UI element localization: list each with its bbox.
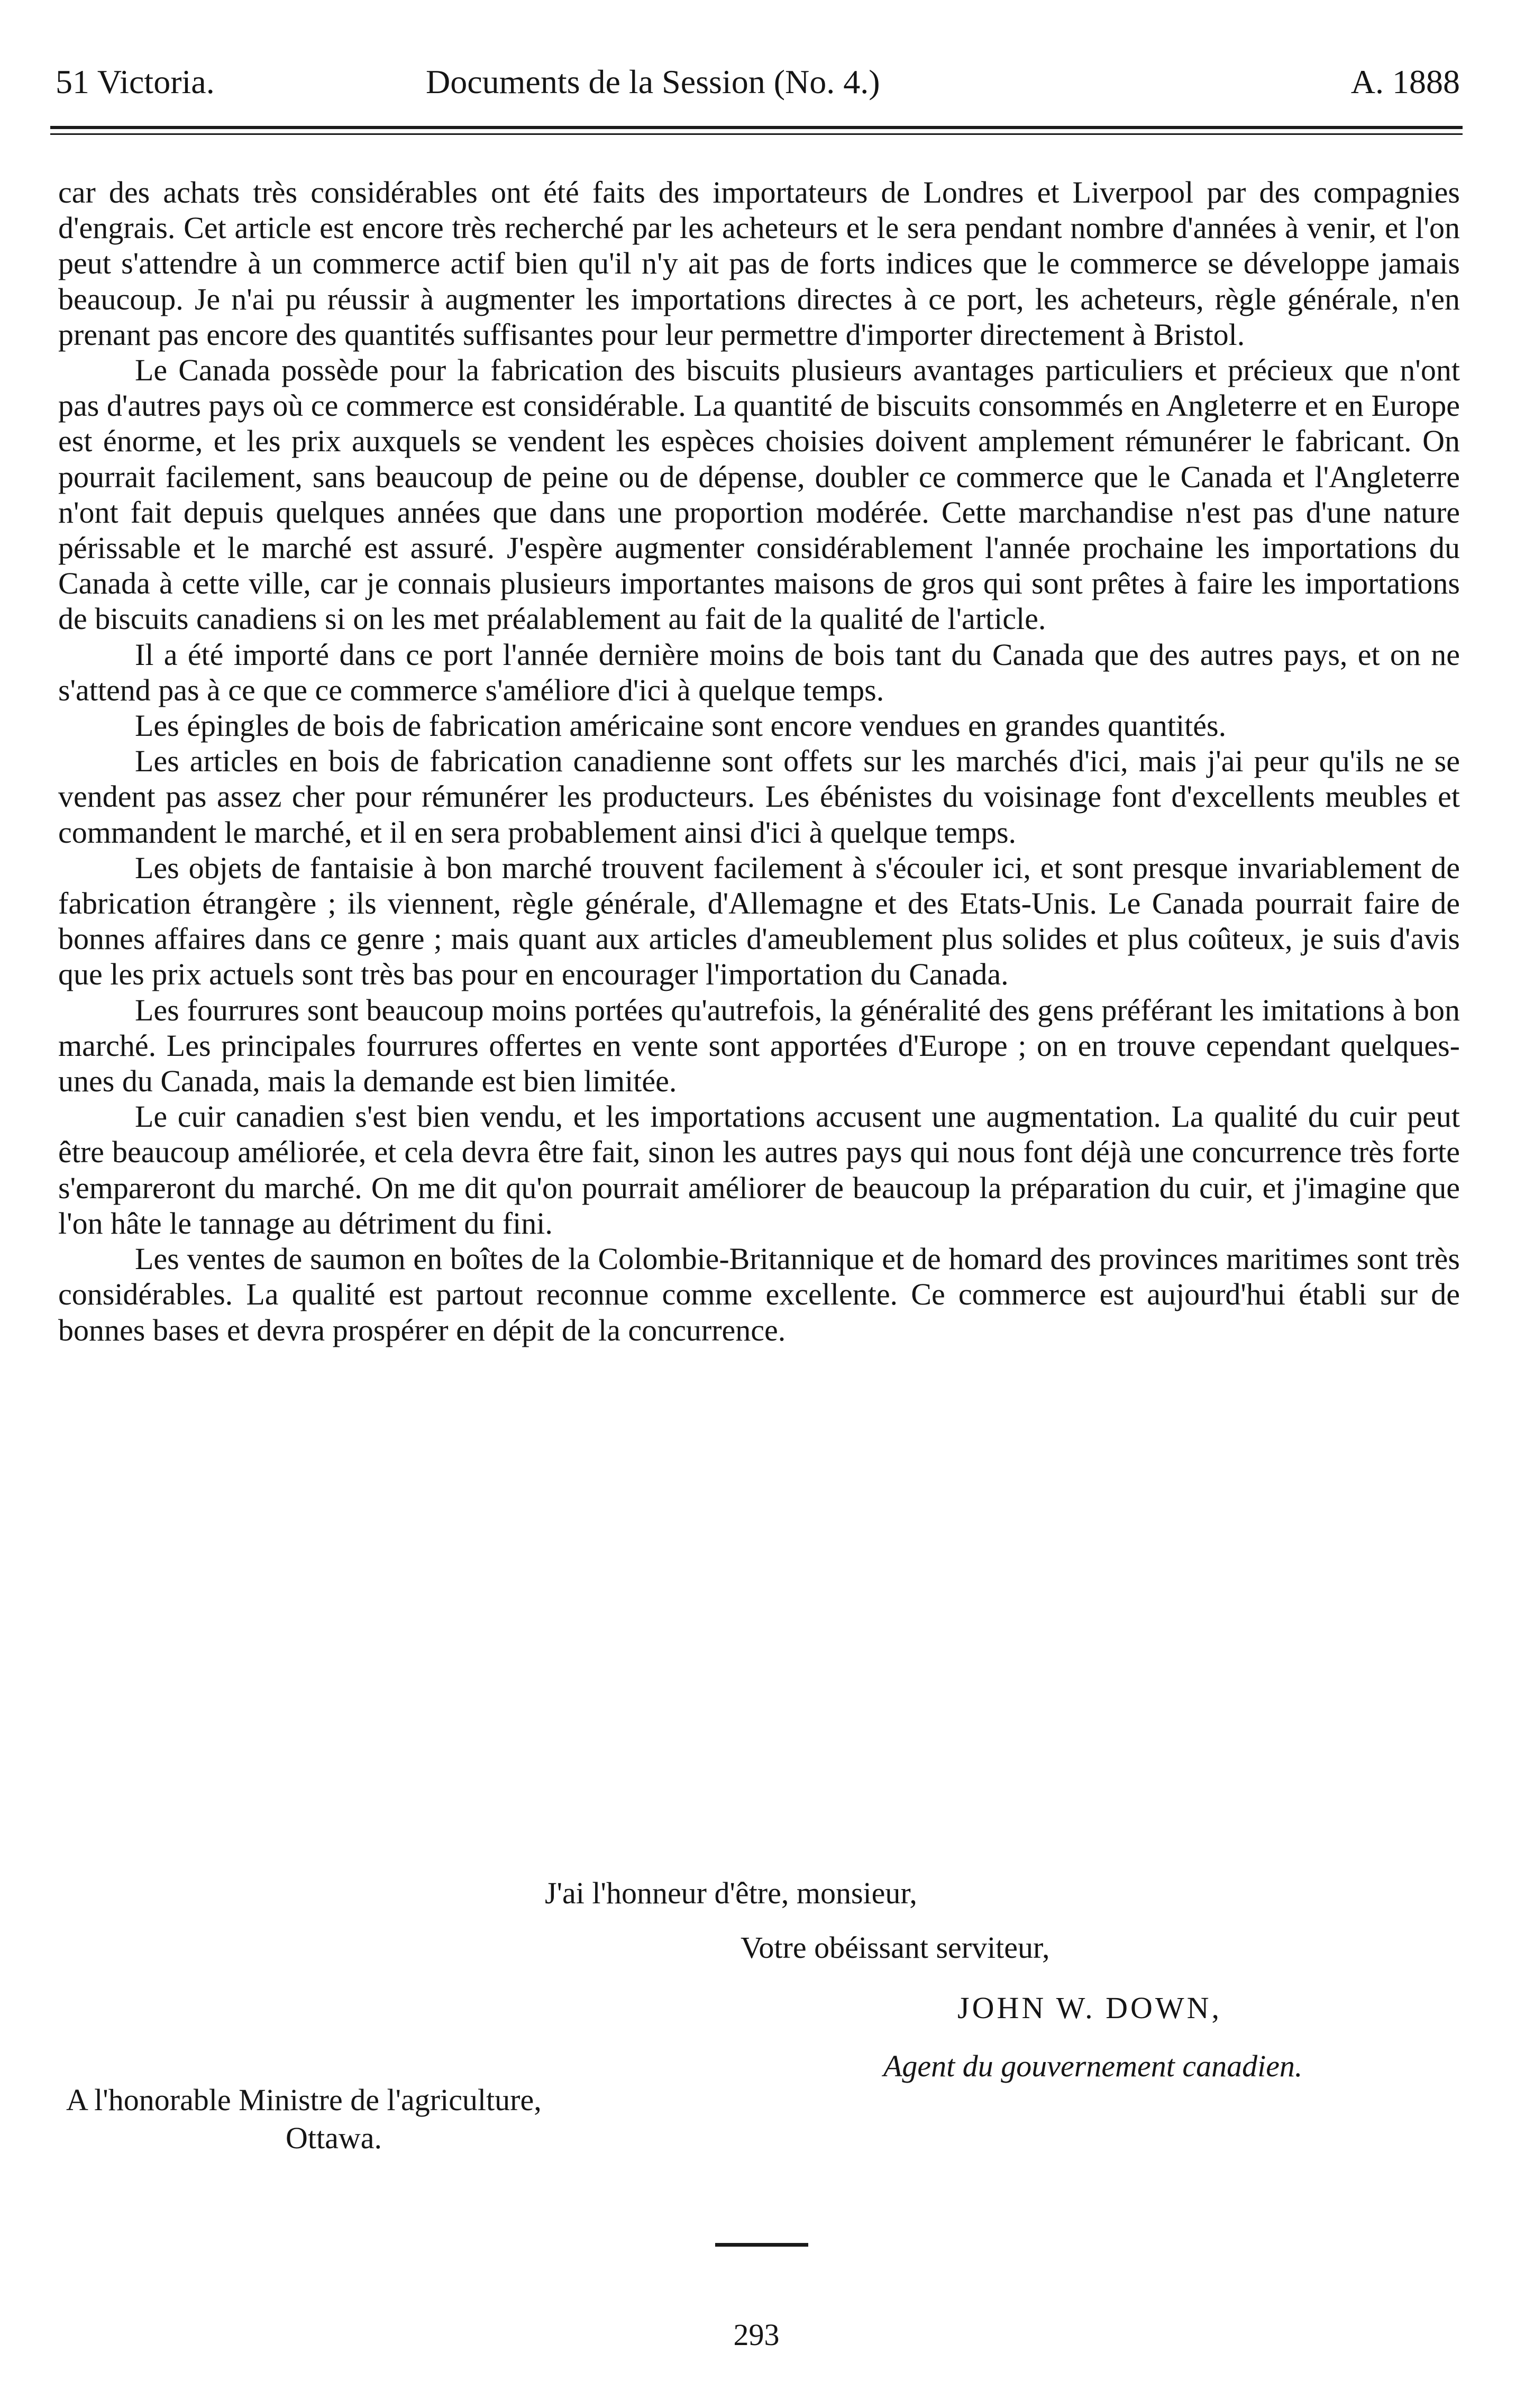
paragraph-fancy-goods: Les objets de fantaisie à bon marché trouvent facilement à s'écouler ici, et sont presque invariablement de fabrication étrangère ; ils viennent, règle générale, d'Allemagne et des Etats-Unis. Le Canada pourrait faire de bonnes affaires dans ce genre ; mais quant aux articles d'ameublement plus solides et plus coûteux, je suis d'avis que les prix actuels sont très bas pour en encourager l'importation du Canada. (58, 850, 1460, 992)
closing-salutation: J'ai l'honneur d'être, monsieur, (545, 1876, 917, 1910)
signer-name: JOHN W. DOWN, (957, 1991, 1222, 2025)
document-title: Documents de la Session (No. 4.) (426, 63, 880, 101)
end-rule (715, 2243, 808, 2247)
paragraph-furs: Les fourrures sont beaucoup moins portées qu'autrefois, la généralité des gens préférant les imitations à bon marché. Les principales fourrures offertes en vente sont apportées d'Europe ; on en trouve cependant quelques-unes du Canada, mais la demande est bien limitée. (58, 992, 1460, 1099)
letter-body (58, 175, 1460, 1348)
paragraph-leather: Le cuir canadien s'est bien vendu, et les importations accusent une augmentation. La qualité du cuir peut être beaucoup améliorée, et cela devra être fait, sinon les autres pays qui nous font déjà une concurrence très forte s'empareront du marché. On me dit qu'on pourrait améliorer de beaucoup la préparation du cuir, et j'imagine que l'on hâte le tannage au détriment du fini. (58, 1099, 1460, 1241)
paragraph-wood: Il a été importé dans ce port l'année dernière moins de bois tant du Canada que des autres pays, et on ne s'attend pas à ce que ce commerce s'améliore d'ici à quelque temps. (58, 637, 1460, 707)
paragraph-fertilizer: car des achats très considérables ont été faits des importateurs de Londres et Liverpool par des compagnies d'engrais. Cet article est encore très recherché par les acheteurs et le sera pendant nombre d'années à venir, et l'on peut s'attendre à un commerce actif bien qu'il n'y ait pas de forts indices que le commerce se développe jamais beaucoup. Je n'ai pu réussir à augmenter les importations directes à ce port, les acheteurs, règle générale, n'en prenant pas encore des quantités suffisantes pour leur permettre d'importer directement à Bristol. (58, 175, 1460, 352)
paragraph-wooden-articles: Les articles en bois de fabrication canadienne sont offets sur les marchés d'ici, mais j'ai peur qu'ils ne se vendent pas assez cher pour rémunérer les producteurs. Les ébénistes du voisinage font d'excellents meubles et commandent le marché, et il en sera probablement ainsi d'ici à quelque temps. (58, 744, 1460, 850)
page-number: 293 (733, 2318, 780, 2352)
session-label: 51 Victoria. (56, 63, 215, 101)
closing-signoff: Votre obéissant serviteur, (741, 1930, 1050, 1965)
paragraph-clothespins: Les épingles de bois de fabrication américaine sont encore vendues en grandes quantités. (135, 708, 1227, 743)
addressee-city: Ottawa. (286, 2121, 382, 2155)
running-header (56, 53, 1460, 111)
addressee-line: A l'honorable Ministre de l'agriculture, (66, 2083, 542, 2117)
paragraph-salmon-lobster: Les ventes de saumon en boîtes de la Colombie-Britannique et de homard des provinces maritimes sont très considérables. La qualité est partout reconnue comme excellente. Ce commerce est aujourd'hui établi sur de bonnes bases et devra prospérer en dépit de la concurrence. (58, 1242, 1460, 1347)
paragraph-biscuits: Le Canada possède pour la fabrication des biscuits plusieurs avantages particuliers et précieux que n'ont pas d'autres pays où ce commerce est considérable. La quantité de biscuits consommés en Angleterre et en Europe est énorme, et les prix auxquels se vendent les espèces choisies doivent amplement rémunérer le fabricant. On pourrait facilement, sans beaucoup de peine ou de dépense, doubler ce commerce que le Canada et l'Angleterre n'ont fait depuis quelques années que dans une proportion modérée. Cette marchandise n'est pas d'une nature périssable et le marché est assuré. J'espère augmenter considérablement l'année prochaine les importations du Canada à cette ville, car je connais plusieurs importantes maisons de gros qui sont prêtes à faire les importations de biscuits canadiens si on les met préalablement au fait de la qualité de l'article. (58, 353, 1460, 636)
header-rule-thick (50, 126, 1463, 129)
signer-title: Agent du gouvernement canadien. (883, 2049, 1303, 2083)
header-rule-thin (50, 133, 1463, 135)
year-label: A. 1888 (1350, 63, 1460, 101)
